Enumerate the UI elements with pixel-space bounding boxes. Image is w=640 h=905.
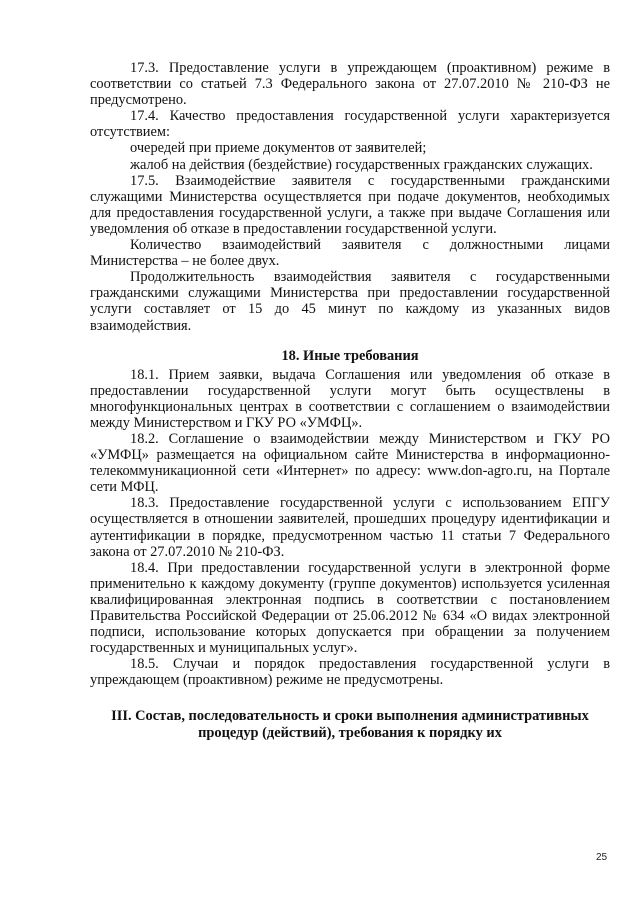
paragraph-18-5: 18.5. Случаи и порядок предоставления государственной услуги в упреждающем (проактивном) режиме не предусмотрены. (90, 656, 610, 689)
paragraph-18-3: 18.3. Предоставление государственной услуги с использованием ЕПГУ осуществляется в отношении заявителей, прошедших процедуру идентификации и аутентификации в порядке, предусмотренном частью 11 статьи 7 Федерального закона от 27.07.2010 № 210-ФЗ. (90, 495, 610, 560)
paragraph-17-5: 17.5. Взаимодействие заявителя с государственными гражданскими служащими Министерства осуществляется при подаче документов, необходимых для предоставления государственной услуги, а также при выдаче Соглашения или уведомления об отказе в предоставлении государственной услуги. (90, 172, 610, 237)
section-iii-heading: III. Состав, последовательность и сроки выполнения административных процедур (действий), требования к порядку их (111, 708, 589, 742)
paragraph-17-3: 17.3. Предоставление услуги в упреждающем (проактивном) режиме в соответствии со статьей 7.3 Федерального закона от 27.07.2010 № 210-ФЗ не предусмотрено. (90, 60, 610, 109)
document-body (90, 60, 610, 744)
heading-other-requirements: 18. Иные требования (281, 347, 419, 364)
paragraph-18-2: 18.2. Соглашение о взаимодействии между Министерством и ГКУ РО «УМФЦ» размещается на официальном сайте Министерства в информационно-телекоммуникационной сети «Интернет» по адресу: www.don-agro.ru, на Портале сети МФЦ. (90, 430, 610, 496)
paragraph-17-4-item-queues: очередей при приеме документов от заявителей; (130, 140, 427, 157)
paragraph-18-1: 18.1. Прием заявки, выдача Соглашения или уведомления об отказе в предоставлении государственной услуги могут быть осуществлены в многофункциональных центрах в соответствии с соглашением о взаимодействии между Министерством и ГКУ РО «УМФЦ». (90, 366, 610, 431)
paragraph-interaction-duration: Продолжительность взаимодействия заявителя с государственными гражданскими служащими Министерства при предоставлении государственной услуги составляет от 15 до 45 минут по каждому из указанных видов взаимодействия. (90, 269, 610, 334)
page-number: 25 (596, 852, 608, 863)
paragraph-17-4: 17.4. Качество предоставления государственной услуги характеризуется отсутствием: (90, 108, 610, 141)
paragraph-18-4: 18.4. При предоставлении государственной услуги в электронной форме применительно к каждому документу (группе документов) используется усиленная квалифицированная электронная подпись в соответствии с постановлением Правительства Российской Федерации от 25.06.2012 № 634 «О видах электронной подписи, использование которых допускается при обращении за получением государственных и муниципальных услуг». (90, 559, 610, 657)
paragraph-interaction-count: Количество взаимодействий заявителя с должностными лицами Министерства – не более двух. (90, 237, 610, 270)
paragraph-17-4-item-complaints: жалоб на действия (бездействие) государственных гражданских служащих. (130, 156, 593, 173)
